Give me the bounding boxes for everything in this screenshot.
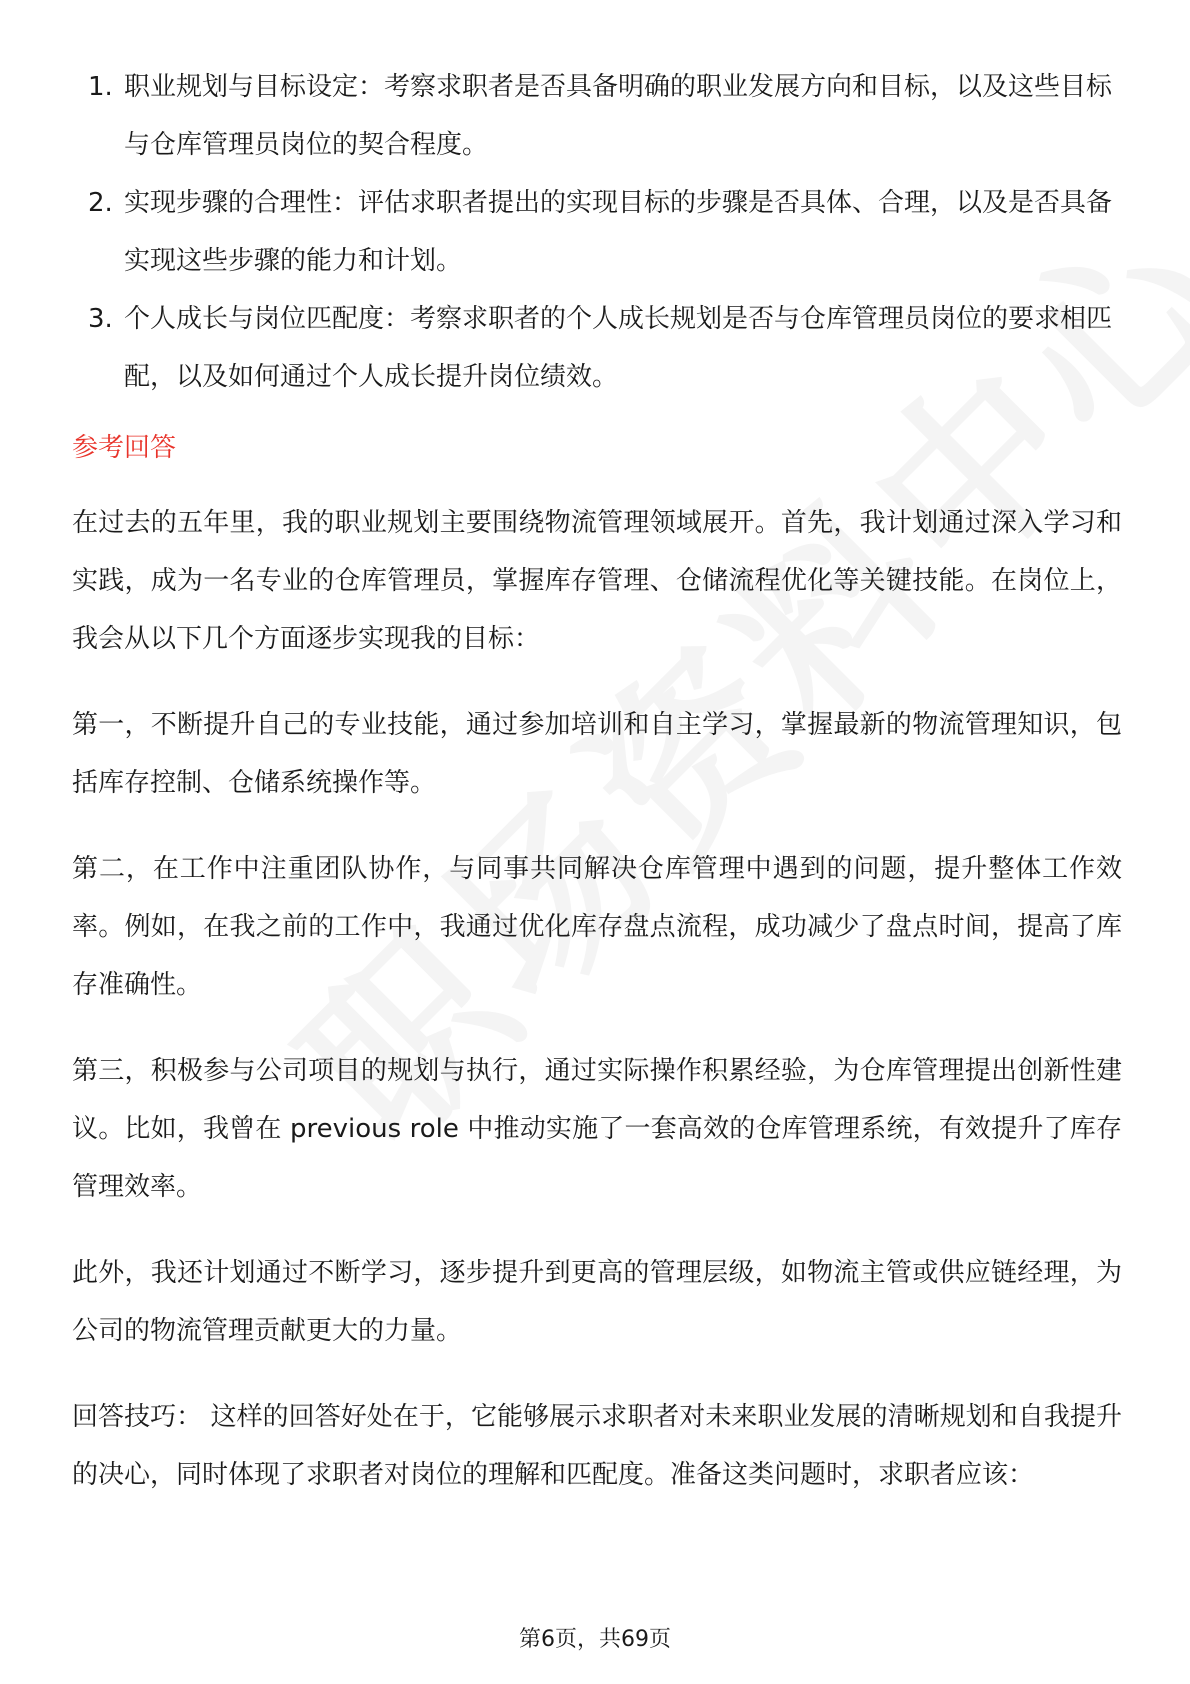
page-footer: 第6页，共69页	[519, 1627, 671, 1652]
criteria-number: 1.	[88, 72, 113, 102]
criteria-number: 3.	[88, 304, 113, 334]
criteria-number: 2.	[88, 188, 113, 218]
criteria-item	[72, 290, 1122, 406]
answer-paragraph: 第二，在工作中注重团队协作，与同事共同解决仓库管理中遇到的问题，提升整体工作效率。例如，在我之前的工作中，我通过优化库存盘点流程，成功减少了盘点时间，提高了库存准确性。	[72, 854, 1122, 1000]
answer-paragraph: 第一，不断提升自己的专业技能，通过参加培训和自主学习，掌握最新的物流管理知识，包括库存控制、仓储系统操作等。	[72, 710, 1122, 798]
criteria-text: 实现步骤的合理性：评估求职者提出的实现目标的步骤是否具体、合理，以及是否具备实现这些步骤的能力和计划。	[124, 188, 1113, 276]
answer-paragraph: 在过去的五年里，我的职业规划主要围绕物流管理领域展开。首先，我计划通过深入学习和实践，成为一名专业的仓库管理员，掌握库存管理、仓储流程优化等关键技能。在岗位上，我会从以下几个方面逐步实现我的目标：	[72, 508, 1122, 654]
criteria-text: 职业规划与目标设定：考察求职者是否具备明确的职业发展方向和目标，以及这些目标与仓库管理员岗位的契合程度。	[124, 72, 1113, 160]
criteria-text: 个人成长与岗位匹配度：考察求职者的个人成长规划是否与仓库管理员岗位的要求相匹配，以及如何通过个人成长提升岗位绩效。	[124, 304, 1113, 392]
criteria-item	[72, 58, 1122, 174]
page-content	[72, 58, 1122, 1532]
answer-tips-paragraph: 回答技巧： 这样的回答好处在于，它能够展示求职者对未来职业发展的清晰规划和自我提升的决心，同时体现了求职者对岗位的理解和匹配度。准备这类问题时，求职者应该：	[72, 1402, 1122, 1490]
answer-paragraph: 第三，积极参与公司项目的规划与执行，通过实际操作积累经验，为仓库管理提出创新性建议。比如，我曾在 previous role 中推动实施了一套高效的仓库管理系统，有效提升了库存管理效率。	[72, 1056, 1122, 1202]
answer-paragraph: 此外，我还计划通过不断学习，逐步提升到更高的管理层级，如物流主管或供应链经理，为公司的物流管理贡献更大的力量。	[72, 1258, 1122, 1346]
evaluation-criteria-list	[72, 58, 1122, 406]
criteria-item	[72, 174, 1122, 290]
reference-answer-heading: 参考回答	[72, 433, 177, 463]
